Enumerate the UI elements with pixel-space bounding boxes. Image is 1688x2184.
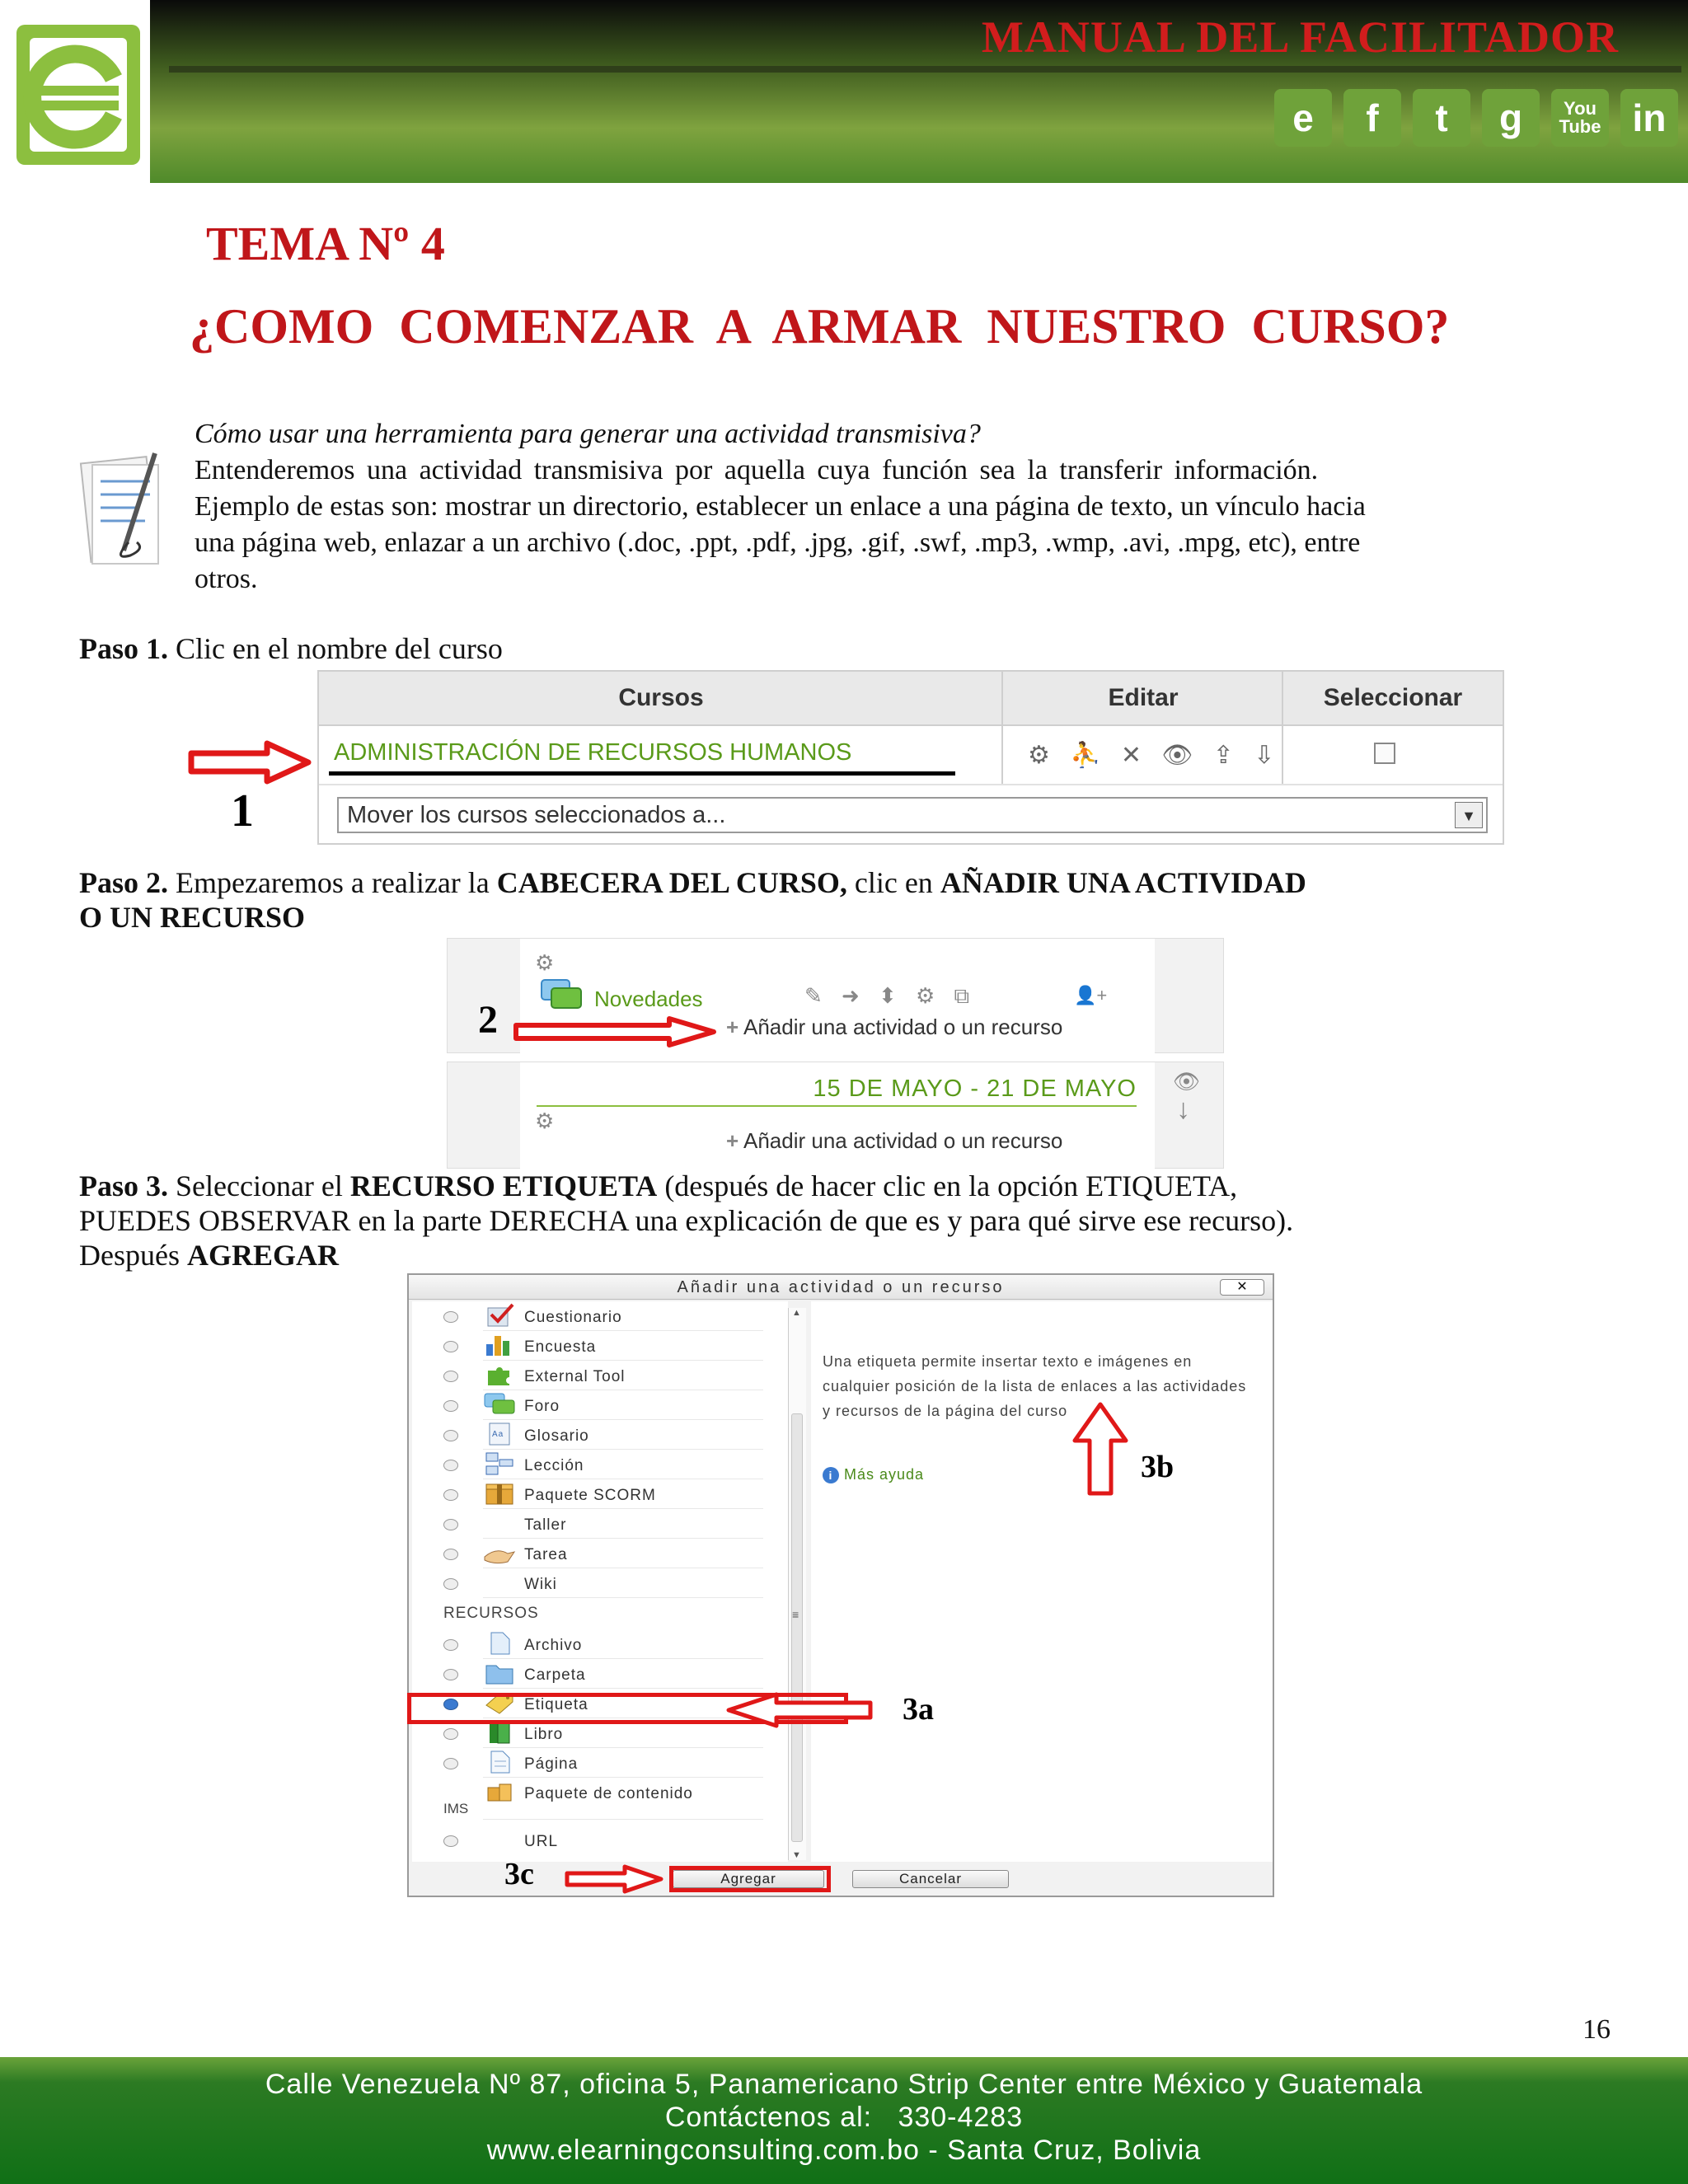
- topic-title: ¿COMO COMENZAR A ARMAR NUESTRO CURSO?: [190, 299, 1450, 354]
- add-activity-link[interactable]: [726, 1015, 1062, 1040]
- option-label: Lección: [524, 1457, 584, 1474]
- column-header-edit: Editar: [1003, 672, 1283, 726]
- assign-roles-icon[interactable]: 👤+: [1074, 985, 1108, 1005]
- list-item[interactable]: [412, 1331, 775, 1361]
- page-number: 16: [1582, 2014, 1611, 2045]
- intro-line: una página web, enlazar a un archivo (.doc, .ppt, .pdf, .jpg, .gif, .swf, .mp3, .wmp, .avi, .mpg, etc), entre: [195, 527, 1361, 558]
- course-name-link[interactable]: ADMINISTRACIÓN DE RECURSOS HUMANOS: [334, 739, 852, 766]
- option-label: Glosario: [524, 1427, 589, 1445]
- radio-button[interactable]: [443, 1341, 458, 1352]
- forum-link[interactable]: Novedades: [594, 987, 703, 1011]
- list-item[interactable]: [412, 1539, 775, 1568]
- cancel-button[interactable]: Cancelar: [852, 1870, 1009, 1888]
- ims-label: IMS: [443, 1801, 469, 1816]
- step-emphasis: O UN RECURSO: [79, 901, 306, 934]
- move-courses-select-value: Mover los cursos seleccionados a...: [347, 802, 726, 828]
- list-item[interactable]: [412, 1825, 775, 1855]
- arrow-down-icon[interactable]: ↓: [1176, 1094, 1190, 1125]
- step-emphasis: CABECERA DEL CURSO,: [496, 866, 847, 899]
- option-label: Taller: [524, 1516, 567, 1534]
- lesson-icon: [483, 1451, 516, 1476]
- callout-3b: 3b: [1141, 1450, 1175, 1484]
- scrollbar-thumb[interactable]: [791, 1413, 803, 1842]
- elearning-logo-icon[interactable]: e: [1274, 89, 1332, 147]
- option-divider: [483, 1819, 763, 1820]
- option-label: Foro: [524, 1398, 560, 1415]
- list-item[interactable]: [412, 1479, 775, 1509]
- dialog-title: Añadir una actividad o un recurso: [409, 1275, 1273, 1300]
- activity-edit-icons[interactable]: ✎ ➜ ⬍ ⚙ ⧉: [804, 983, 977, 1008]
- red-arrow-up-icon: [1071, 1401, 1129, 1497]
- file-icon: [483, 1631, 516, 1656]
- footer-address: Calle Venezuela Nº 87, oficina 5, Panamericano Strip Center entre México y Guatemala: [265, 2069, 1423, 2100]
- option-label: URL: [524, 1833, 559, 1850]
- radio-button[interactable]: [443, 1669, 458, 1680]
- intro-line: Entenderemos una actividad transmisiva por aquella cuya función sea la transferir información.: [195, 455, 1319, 485]
- resources-header: RECURSOS: [443, 1605, 539, 1622]
- quiz-icon: [483, 1303, 516, 1328]
- step-description: Seleccionar el: [176, 1169, 343, 1202]
- manual-title: MANUAL DEL FACILITADOR: [981, 12, 1619, 62]
- more-help-label: Más ayuda: [844, 1466, 925, 1483]
- radio-button[interactable]: [443, 1835, 458, 1847]
- page-footer: [0, 2057, 1688, 2184]
- step-emphasis: AGREGAR: [186, 1239, 339, 1272]
- section-week-content: [520, 1062, 1155, 1169]
- linkedin-icon[interactable]: in: [1620, 89, 1678, 147]
- intro-question: Cómo usar una herramienta para generar una actividad transmisiva?: [195, 419, 981, 449]
- intro-text: [195, 416, 1563, 598]
- callout-3a: 3a: [903, 1692, 934, 1727]
- list-item[interactable]: [412, 1450, 775, 1479]
- radio-button[interactable]: [443, 1489, 458, 1501]
- radio-button[interactable]: [443, 1549, 458, 1560]
- svg-text:Aa: Aa: [492, 1430, 504, 1439]
- add-button[interactable]: Agregar: [673, 1870, 824, 1888]
- add-activity-link[interactable]: [726, 1128, 1062, 1154]
- step-2-text: [79, 865, 1612, 935]
- option-label: Libro: [524, 1726, 564, 1743]
- description-pane: [811, 1301, 1273, 1862]
- gear-icon[interactable]: ⚙: [535, 950, 555, 975]
- eye-icon[interactable]: 👁: [1173, 1069, 1201, 1094]
- forum-icon: [483, 1392, 516, 1417]
- callout-3c: 3c: [504, 1857, 534, 1891]
- step-1-text: [79, 631, 1612, 666]
- add-button-highlight-box: [669, 1866, 831, 1892]
- red-arrow-right-icon: [513, 1015, 719, 1048]
- radio-button[interactable]: [443, 1311, 458, 1323]
- add-activity-label: Añadir una actividad o un recurso: [743, 1015, 1063, 1039]
- red-arrow-right-icon: [188, 740, 312, 785]
- step-description: Clic en el nombre del curso: [176, 632, 503, 665]
- radio-button[interactable]: [443, 1371, 458, 1382]
- option-label: Paquete SCORM: [524, 1487, 656, 1504]
- step-label: Paso 3.: [79, 1169, 168, 1202]
- scroll-up-icon[interactable]: ▲: [792, 1308, 801, 1318]
- plus-icon: +: [726, 1015, 739, 1039]
- column-divider: [1001, 672, 1003, 785]
- radio-button[interactable]: [443, 1430, 458, 1441]
- elearning-logo-icon: [0, 0, 150, 183]
- section-week-panel: [447, 1062, 1224, 1169]
- youtube-icon[interactable]: You Tube: [1551, 89, 1609, 147]
- step-label: Paso 2.: [79, 866, 168, 899]
- red-arrow-left-icon: [725, 1691, 874, 1729]
- page-header: [0, 0, 1688, 183]
- package-icon: [483, 1481, 516, 1506]
- list-item[interactable]: [412, 1659, 775, 1689]
- intro-line: otros.: [195, 564, 258, 594]
- list-item[interactable]: [412, 1748, 775, 1778]
- more-help-link[interactable]: [823, 1466, 924, 1483]
- course-underline: [329, 771, 955, 776]
- radio-button[interactable]: [443, 1639, 458, 1651]
- option-label: Carpeta: [524, 1666, 586, 1684]
- document-pen-icon: [79, 445, 170, 573]
- resource-description: Una etiqueta permite insertar texto e imágenes en cualquier posición de la lista de enlaces a las actividades y recursos de la página del curso: [823, 1353, 1247, 1419]
- radio-button[interactable]: [443, 1728, 458, 1740]
- puzzle-icon: [483, 1362, 516, 1387]
- chevron-down-icon[interactable]: ▼: [1455, 802, 1483, 828]
- callout-1: 1: [231, 785, 254, 837]
- course-edit-icons[interactable]: ⚙ ⛹ ✕ 👁 ⇪ ⇩: [1028, 742, 1282, 769]
- header-divider: [169, 66, 1681, 73]
- step-description: PUEDES OBSERVAR en la parte DERECHA una explicación de que es y para qué sirve ese recurso).: [79, 1204, 1294, 1237]
- step-description: Después: [79, 1239, 180, 1272]
- facebook-icon[interactable]: f: [1343, 89, 1401, 147]
- topic-number: TEMA Nº 4: [206, 217, 445, 270]
- assignment-icon: [483, 1540, 516, 1565]
- scroll-down-icon[interactable]: ▼: [792, 1850, 801, 1860]
- radio-button[interactable]: [443, 1578, 458, 1590]
- option-label: Paquete de contenido: [524, 1785, 693, 1802]
- week-title: 15 DE MAYO - 21 DE MAYO: [813, 1076, 1137, 1102]
- page-icon: [483, 1750, 516, 1774]
- option-label: Encuesta: [524, 1338, 597, 1356]
- list-item[interactable]: [412, 1420, 775, 1450]
- footer-contact: Contáctenos al: 330-4283: [664, 2102, 1024, 2133]
- scrollbar[interactable]: [788, 1308, 806, 1860]
- column-header-select: Seleccionar: [1283, 672, 1503, 726]
- row-divider: [319, 784, 1503, 785]
- scroll-grip-icon: ≡: [792, 1608, 799, 1621]
- footer-website[interactable]: www.elearningconsulting.com.bo - Santa Cruz, Bolivia: [486, 2135, 1202, 2166]
- select-course-checkbox[interactable]: [1374, 743, 1395, 764]
- step-emphasis: RECURSO ETIQUETA: [349, 1169, 658, 1202]
- option-divider: [483, 1597, 763, 1598]
- red-arrow-right-icon: [564, 1864, 664, 1894]
- move-courses-select[interactable]: [337, 797, 1488, 833]
- radio-button[interactable]: [443, 1400, 458, 1412]
- radio-button[interactable]: [443, 1758, 458, 1769]
- intro-line: Ejemplo de estas son: mostrar un directorio, establecer un enlace a una página de texto, un vínculo hacia: [195, 491, 1366, 522]
- gear-icon[interactable]: ⚙: [535, 1108, 555, 1133]
- week-divider: [537, 1105, 1137, 1107]
- step-3-text: [79, 1169, 1612, 1272]
- option-label: Página: [524, 1755, 579, 1773]
- list-item[interactable]: [412, 1390, 775, 1420]
- add-activity-dialog: [407, 1273, 1274, 1897]
- column-header-courses: Cursos: [319, 672, 1003, 726]
- survey-icon: [483, 1333, 516, 1357]
- folder-icon: [483, 1661, 516, 1685]
- google-plus-icon[interactable]: g: [1482, 89, 1540, 147]
- twitter-icon[interactable]: t: [1413, 89, 1470, 147]
- social-links: [1274, 89, 1678, 147]
- add-activity-label: Añadir una actividad o un recurso: [743, 1128, 1063, 1153]
- list-item[interactable]: [412, 1361, 775, 1390]
- list-item[interactable]: [412, 1629, 775, 1659]
- column-divider: [1282, 672, 1283, 785]
- list-item[interactable]: [412, 1301, 775, 1331]
- option-label: External Tool: [524, 1368, 626, 1385]
- courses-table: [317, 670, 1504, 845]
- step-emphasis: AÑADIR UNA ACTIVIDAD: [940, 866, 1306, 899]
- option-label: Tarea: [524, 1546, 568, 1563]
- step-label: Paso 1.: [79, 632, 168, 665]
- list-item[interactable]: [412, 1509, 775, 1539]
- option-label: Archivo: [524, 1637, 583, 1654]
- option-label: Cuestionario: [524, 1309, 622, 1326]
- plus-icon: +: [726, 1128, 739, 1153]
- option-label: Etiqueta: [524, 1696, 588, 1713]
- step-description: clic en: [854, 866, 933, 899]
- activity-list: [412, 1301, 788, 1862]
- list-item[interactable]: [412, 1568, 775, 1598]
- option-label: Wiki: [524, 1576, 557, 1593]
- logo: [0, 0, 150, 183]
- radio-button[interactable]: [443, 1519, 458, 1530]
- forum-icon: [540, 978, 583, 1011]
- ims-package-icon: [483, 1779, 516, 1804]
- close-icon[interactable]: ✕: [1220, 1279, 1264, 1296]
- callout-2: 2: [478, 998, 498, 1042]
- step-description: Empezaremos a realizar la: [176, 866, 490, 899]
- info-icon: i: [823, 1467, 839, 1483]
- glossary-icon: [483, 1422, 516, 1446]
- step-description: (después de hacer clic en la opción ETIQUETA,: [664, 1169, 1238, 1202]
- radio-button[interactable]: [443, 1460, 458, 1471]
